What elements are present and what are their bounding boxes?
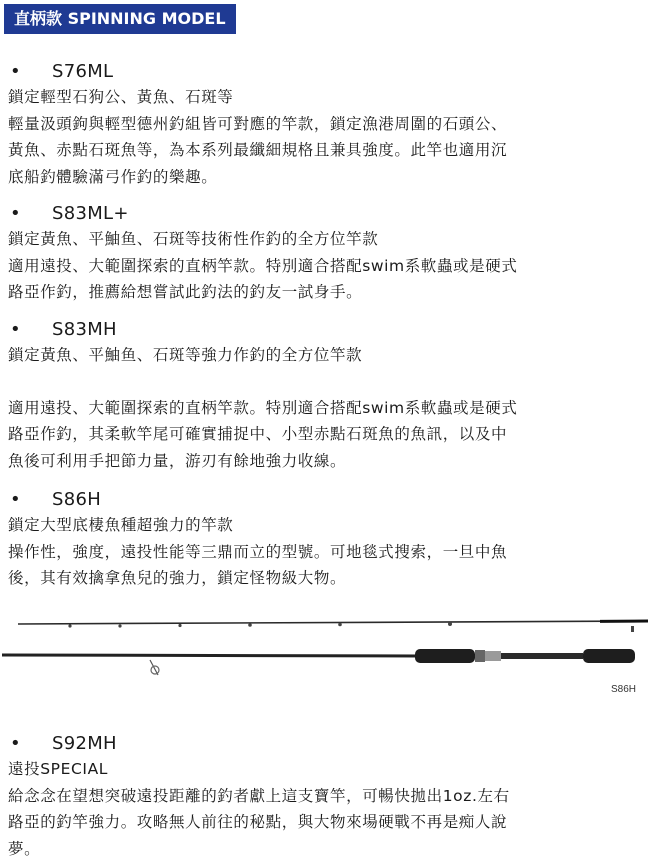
model-description-line: 魚後可利用手把節力量，游刃有餘地強力收線。 [8,448,644,475]
bullet: • [8,733,52,754]
rod-illustration [0,600,650,700]
model-subtitle: 鎖定大型底棲魚種超強力的竿款 [8,512,644,539]
model-description-line: 路亞的釣竿強力。攻略無人前往的秘點，與大物來場硬戰不再是痴人說 [8,809,644,836]
model-name: S92MH [52,733,117,754]
model-description-line: 底船釣體驗滿弓作釣的樂趣。 [8,164,644,191]
model-subtitle: 鎖定輕型石狗公、黃魚、石斑等 [8,84,644,111]
model-description-line: 路亞作釣，推薦給想嘗試此釣法的釣友一試身手。 [8,279,644,306]
model-description-line: 適用遠投、大範圍探索的直柄竿款。特別適合搭配swim系軟蟲或是硬式 [8,395,644,422]
model-description-line: 後，其有效擒拿魚兒的強力，鎖定怪物級大物。 [8,565,644,592]
model-subtitle: 鎖定黃魚、平鮋鱼、石斑等技術性作釣的全方位竿款 [8,226,644,253]
model-description-line: 夢。 [8,836,644,862]
model-name: S76ML [52,61,113,82]
bullet: • [8,61,52,82]
model-section-s86h [8,486,644,592]
model-name: S83MH [52,319,117,340]
model-name: S83ML+ [52,203,129,224]
spacer [8,369,644,395]
model-subtitle: 鎖定黃魚、平鮋鱼、石斑等強力作釣的全方位竿款 [8,342,644,369]
model-description-line: 適用遠投、大範圍探索的直柄竿款。特別適合搭配swim系軟蟲或是硬式 [8,253,644,280]
model-description-line: 給念念在望想突破遠投距離的釣者獻上這支寶竿，可暢快拋出1oz.左右 [8,783,644,810]
model-section-s92mh [8,730,644,862]
model-subtitle: 遠投SPECIAL [8,756,644,783]
model-description-line: 路亞作釣，其柔軟竿尾可確實捕捉中、小型赤點石斑魚的魚訊，以及中 [8,421,644,448]
bullet: • [8,203,52,224]
bullet: • [8,319,52,340]
model-section-s83mh [8,316,644,474]
bullet: • [8,489,52,510]
section-header: 直柄款 SPINNING MODEL [4,4,236,34]
model-description-line: 輕量汲頭鉤與輕型德州釣組皆可對應的竿款，鎖定漁港周圍的石頭公、 [8,111,644,138]
model-section-s76ml [8,58,644,190]
rod-tip-section [18,621,648,632]
model-section-s83ml-plus [8,200,644,306]
rod-butt-section [2,649,635,675]
rod-model-label: S86H [611,684,636,695]
model-description-line: 黃魚、赤點石斑魚等，為本系列最纖細規格且兼具強度。此竿也適用沉 [8,137,644,164]
model-description-line: 操作性，強度，遠投性能等三鼎而立的型號。可地毯式搜索，一旦中魚 [8,539,644,566]
model-name: S86H [52,489,101,510]
